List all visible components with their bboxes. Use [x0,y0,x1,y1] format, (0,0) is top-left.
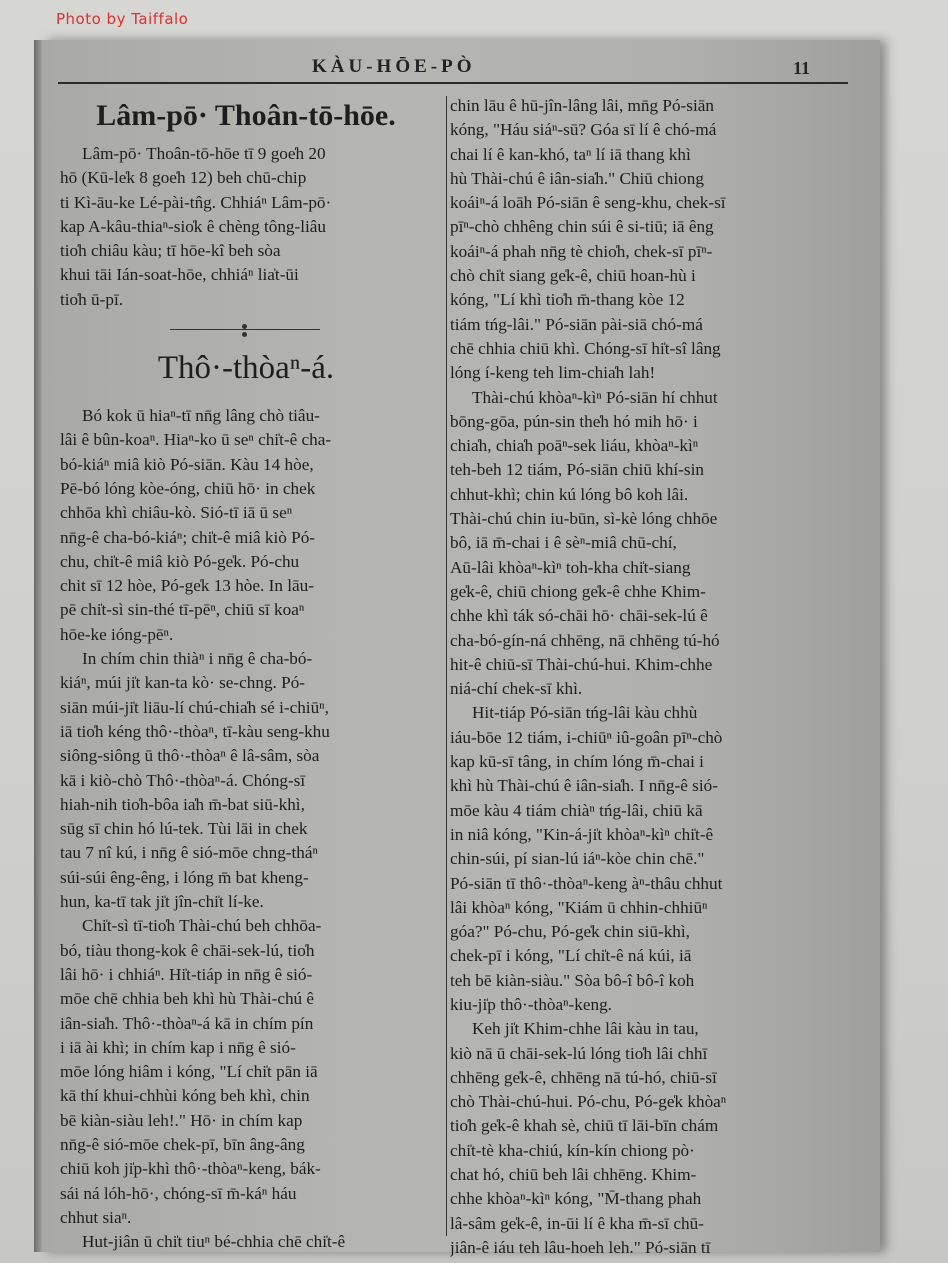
paragraph [60,914,432,1230]
paragraph [60,404,432,647]
section-title: Thô·-thòaⁿ-á. [157,350,335,387]
text-line: chhōa khì chiâu-kò. Sió-tī iā ū seⁿ [60,503,293,523]
text-line: pīⁿ-chò chhêng chin súi ê si-tiū; iā êng [450,217,714,237]
text-line: tau 7 nî kú, i nn̄g ê sió-mōe chng-tháⁿ [60,843,318,863]
article-title: Lâm-pō· Thoân-tō-hōe. [96,99,396,132]
text-line: kā thí khui-chhùi kóng beh khì, chin [60,1086,310,1106]
text-line: chhēng ge̍k-ê, chhēng nā tú-hó, chiū-sī [450,1067,717,1087]
text-line: koáiⁿ-á loāh Pó-siān ê seng-khu, chek-sī [450,193,726,213]
paragraph [450,701,810,1017]
text-line: bó-kiáⁿ miâ kiò Pó-siān. Kàu 14 hòe, [60,454,314,474]
text-line: teh bē kiàn-siàu." Sòa bô-î bô-î koh [450,970,695,990]
text-line: kiu-ji̍p thô·-thòaⁿ-keng. [450,994,612,1014]
article-paragraph [60,142,432,312]
column-divider [446,96,447,1236]
text-line: sūg sī chin hó lú-tek. Tùi lāi in chek [60,819,308,839]
text-line: góa?" Pó-chu, Pó-ge̍k chin siū-khì, [450,922,690,942]
text-line: bó, tiàu thong-kok ê chāi-sek-lú, tio̍h [60,940,315,960]
page-header [42,54,880,84]
paragraph [60,647,432,914]
text-line: lâi khòaⁿ kóng, "Kiám ū chhin-chhiūⁿ [450,897,708,917]
text-line: ge̍k-ê, chiū chiong ge̍k-ê chhe Khim- [450,581,706,601]
text-line: chek-pī i kóng, "Lí chi̍t-ê ná kúi, iā [450,946,692,966]
text-line: tio̍h ū-pī. [60,289,124,309]
text-line: sái ná lóh-hō·, chóng-sī m̄-káⁿ háu [60,1183,297,1203]
text-line: hun, ka-tī tak ji̍t jîn-chi̍t lí-ke. [60,892,264,912]
right-column [450,94,810,1260]
paragraph [450,386,810,702]
text-line: mōe chē chhia beh khì hù Thài-chú ê [60,989,315,1009]
text-line: chia̍h, chia̍h poāⁿ-sek liáu, khòaⁿ-kìⁿ [450,436,699,456]
text-line: chat hó, chiū beh lâi chhēng. Khim- [450,1165,697,1185]
text-line: chin-súi, pí sian-lú iáⁿ-kòe chin chē." [450,849,705,869]
text-line: niá-chí chek-sī khì. [450,679,583,699]
left-column [60,94,432,1254]
text-line: kā i kiò-chò Thô·-thòaⁿ-á. Chóng-sī [60,770,306,790]
text-line: chiū koh ji̍p-khì thô·-thòaⁿ-keng, bák- [60,1159,321,1179]
text-line: koáiⁿ-á phah nn̄g tè chio̍h, chek-sī pīⁿ- [450,241,713,261]
book-page [42,40,880,1257]
section-ornament [60,320,432,340]
text-line: chò Thài-chú-hui. Pó-chu, Pó-ge̍k khòaⁿ [450,1092,727,1112]
text-line: chai lí ê kan-khó, taⁿ lí iā thang khì [450,144,691,164]
text-line: Keh ji̍t Khim-chhe lâi kàu in tau, [472,1019,699,1039]
text-line: lóng í-keng teh lim-chia̍h lah! [450,363,656,383]
text-line: Aū-lâi khòaⁿ-kìⁿ toh-kha chi̍t-siang [450,557,691,577]
text-line: chhut-khì; chin kú lóng bô koh lâi. [450,484,689,504]
text-line: iā tio̍h kéng thô·-thòaⁿ, tī-kàu seng-khu [60,721,330,741]
text-line: kiò nā ū chāi-sek-lú lóng tio̍h lâi chhī [450,1043,708,1063]
text-line: chē chhia chiū khì. Chóng-sī hi̍t-sî lâng [450,338,721,358]
text-line: chhe khòaⁿ-kìⁿ kóng, "M̄-thang phah [450,1189,702,1209]
text-line: bô, iā m̄-chai i ê sèⁿ-miâ chū-chí, [450,533,677,553]
paragraph [450,1017,810,1260]
text-line: tio̍h chiâu kàu; tī hōe-kî beh sòa [60,241,281,261]
text-line: Hit-tiáp Pó-siān tńg-lâi kàu chhù [472,703,698,723]
text-line: chi̍t-tè kha-chiú, kín-kín chiong pò· [450,1140,695,1160]
paragraph [450,94,810,386]
left-paragraphs [60,404,432,1254]
text-line: lâi hō· i chhiáⁿ. Hi̍t-tiáp in nn̄g ê sió- [60,964,313,984]
text-line: chhut siaⁿ. [60,1207,132,1227]
text-line: siông-siông ū thô·-thòaⁿ ê lâ-sâm, sòa [60,746,320,766]
text-line: hit-ê chiū-sī Thài-chú-hui. Khim-chhe [450,654,713,674]
paragraph [60,1230,432,1254]
text-line: Lâm-pō· Thoân-tō-hōe tī 9 goe̍h 20 [82,144,326,163]
text-line: teh-beh 12 tiám, Pó-siān chiū khí-sin [450,460,704,480]
text-line: tio̍h ge̍k-ê khah sè, chiū tī lāi-bīn chám [450,1116,719,1136]
photo-credit-watermark: Photo by Taiffalo [56,10,189,28]
text-line: hiah-nih tio̍h-bôa ia̍h m̄-bat siū-khì, [60,794,305,814]
text-line: Thài-chú khòaⁿ-kìⁿ Pó-siān hí chhut [472,387,718,407]
text-line: lâi ê bûn-koaⁿ. Hiaⁿ-ko ū seⁿ chi̍t-ê cha- [60,430,332,450]
text-line: iân-sia̍h. Thô·-thòaⁿ-á kā in chím pín [60,1013,314,1033]
text-line: ti Kì-āu-ke Lé-pài-tn̂g. Chhiáⁿ Lâm-pō· [60,192,332,212]
text-line: Chi̍t-sì tī-tio̍h Thài-chú beh chhōa- [82,916,322,936]
text-line: hō (Kū-le̍k 8 goe̍h 12) beh chū-chip [60,168,307,188]
text-line: chin lāu ê hū-jîn-lâng lâi, mn̄g Pó-siān [450,96,714,115]
text-line: khì hù Thài-chú ê iân-sia̍h. I nn̄g-ê sió- [450,776,718,796]
text-line: chhe khì ták só-chāi hō· chāi-sek-lú ê [450,606,708,626]
text-line: kap kū-sī tâng, in chím lóng m̄-chai i [450,752,704,772]
text-line: siān múi-ji̍t liāu-lí chú-chia̍h sé i-chiūⁿ, [60,697,329,717]
text-line: lâ-sâm ge̍k-ê, in-ūi lí ê kha m̄-sī chū- [450,1213,704,1233]
text-line: iáu-bōe 12 tiám, i-chiūⁿ iû-goân pīⁿ-chò [450,727,723,747]
text-line: hù Thài-chú ê iân-sia̍h." Chiū chiong [450,168,704,188]
text-line: jiân-ê iáu teh lâu-hoeh leh." Pó-siān tī [450,1237,711,1257]
text-line: bē kiàn-siàu leh!." Hō· in chím kap [60,1110,303,1130]
text-line: chu, chi̍t-ê miâ kiò Pó-ge̍k. Pó-chu [60,551,300,571]
text-line: in niâ kóng, "Kin-á-ji̍t khòaⁿ-kìⁿ chi̍t-ê [450,824,714,844]
text-line: khui tāi Ián-soat-hōe, chhiáⁿ lia̍t-ūi [60,265,299,285]
text-line: Thài-chú chin iu-būn, sì-kè lóng chhōe [450,509,718,529]
text-line: tiám tńg-lâi." Pó-siān pài-siā chó-má [450,314,703,334]
text-line: kap A-kâu-thiaⁿ-sio̍k ê chèng tông-liâu [60,216,327,236]
text-line: mōe kàu 4 tiám chiàⁿ tńg-lâi, chiū kā [450,800,703,820]
text-line: Bó kok ū hiaⁿ-tī nn̄g lâng chò tiâu- [82,406,320,426]
text-line: nn̄g-ê cha-bó-kiáⁿ; chi̍t-ê miâ kiò Pó- [60,527,316,547]
text-line: súi-súi êng-êng, i lóng m̄ bat kheng- [60,867,309,887]
text-line: nn̄g-ê sió-mōe chek-pī, bīn âng-âng [60,1134,305,1154]
text-line: mōe lóng hiâm i kóng, "Lí chi̍t pān iā [60,1062,318,1082]
text-line: hōe-ke ióng-pēⁿ. [60,624,174,644]
running-title: KÀU-HŌE-PÒ [312,56,476,77]
text-line: bōng-gōa, pún-sin the̍h hó mih hō· i [450,411,698,431]
text-line: chò chi̍t siang ge̍k-ê, chiū hoan-hù i [450,266,696,286]
text-line: Hut-jiân ū chi̍t tiuⁿ bé-chhia chē chi̍t-ê [82,1232,346,1252]
text-line: kiáⁿ, múi ji̍t kan-ta kò· se-chng. Pó- [60,673,306,693]
text-line: cha-bó-gín-ná chhēng, nā chhēng tú-hó [450,630,720,650]
text-line: kóng, "Háu siáⁿ-sū? Góa sī lí ê chó-má [450,120,717,140]
text-line: pē chi̍t-sì sin-thé tī-pēⁿ, chiū sī koaⁿ [60,600,305,620]
text-line: Pē-bó lóng kòe-óng, chiū hō· in chek [60,478,316,498]
text-line: i iā ài khì; in chím kap i nn̄g ê sió- [60,1037,296,1057]
header-rule [58,82,848,84]
text-line: kóng, "Lí khì tio̍h m̄-thang kòe 12 [450,290,685,310]
text-line: In chím chin thiàⁿ i nn̄g ê cha-bó- [82,649,313,669]
text-line: Pó-siān tī thô·-thòaⁿ-keng àⁿ-thâu chhut [450,873,723,893]
page-number: 11 [792,58,810,78]
text-line: chit sī 12 hòe, Pó-ge̍k 13 hòe. In lāu- [60,576,314,596]
